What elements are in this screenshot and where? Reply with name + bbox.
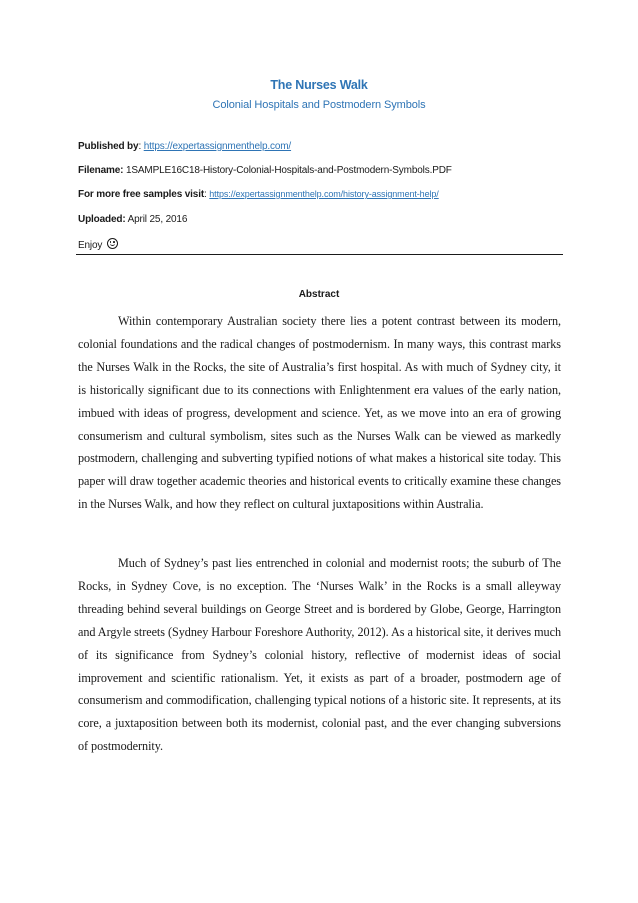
published-by-label: Published by	[78, 141, 139, 152]
filename-value: 1SAMPLE16C18-History-Colonial-Hospitals-and-Postmodern-Symbols.PDF	[125, 165, 452, 176]
free-samples-label: For more free samples visit	[78, 189, 205, 200]
free-samples-link[interactable]: https://expertassignmenthelp.com/history-assignment-help/	[209, 189, 439, 199]
enjoy-line	[78, 238, 563, 251]
uploaded-value: April 25, 2016	[127, 214, 188, 225]
uploaded-line	[78, 214, 563, 225]
document-title: The Nurses Walk	[270, 78, 368, 92]
published-by-link[interactable]: https://expertassignmenthelp.com/	[143, 141, 292, 152]
published-by-line: Published by: https://expertassignmenthelp.com/	[78, 141, 292, 152]
smiley-icon	[107, 238, 118, 249]
body-paragraph-2: Much of Sydney’s past lies entrenched in colonial and modernist roots; the suburb of The Rocks, in Sydney Cove, is no exception. The ‘Nurses Walk’ in the Rocks is a small alleyway threading behind several buildings on George Street and is bordered by Globe, George, Harrington and Argyle streets (Sydney Harbour Foreshore Authority, 2012). As a historical site, it derives much of its significance from Sydney’s colonial history, reflective of modernist ideas of social improvement and scientific rationalism. Yet, it exists as part of a broader, postmodern age of consumerism and commodification, challenging typical notions of a historic site. It represents, at its core, a juxtaposition between both its modernist, colonial past, and the ever changing subversions of postmodernity.	[78, 556, 561, 754]
header-divider	[76, 254, 563, 255]
enjoy-text: Enjoy	[78, 240, 103, 251]
uploaded-label: Uploaded:	[78, 214, 126, 225]
filename-label: Filename:	[78, 165, 124, 176]
free-samples-line: For more free samples visit: https://expertassignmenthelp.com/history-assignment-help/	[78, 189, 439, 200]
filename-line	[78, 165, 563, 176]
abstract-heading: Abstract	[298, 289, 340, 300]
document-subtitle: Colonial Hospitals and Postmodern Symbols	[212, 99, 426, 111]
abstract-paragraph-1: Within contemporary Australian society there lies a potent contrast between its modern, colonial foundations and the radical changes of postmodernism. In many ways, this contrast marks the Nurses Walk in the Rocks, the site of Australia’s first hospital. As with much of Sydney city, it is historically significant due to its connections with Enlightenment era values of the early nation, imbued with ideas of progress, development and science. Yet, as we move into an era of growing consumerism and cultural symbolism, sites such as the Nurses Walk can be viewed as markedly postmodern, challenging and subverting typified notions of what makes a historical site today. This paper will draw together academic theories and historical events to critically examine these changes in the Nurses Walk, and how they reflect on cultural juxtapositions within Australia.	[78, 314, 561, 512]
